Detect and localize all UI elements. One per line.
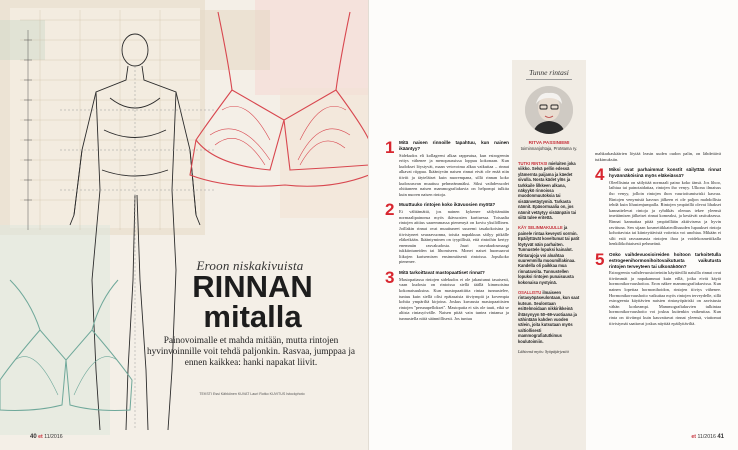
sidebar-body [518, 161, 580, 359]
question-4 [595, 167, 721, 247]
folio-right [691, 434, 724, 440]
credits: TEKSTI Essi Kähkönen KUVAT Lauri Rotko KUVITUS Istockphoto [199, 392, 305, 396]
question-text: Miksi ovat parhaimmat konstit säilyttää rinnat hyvännäköisinä myös eläkeiässä? [609, 167, 721, 178]
magazine-logo: et [38, 434, 43, 440]
headline [150, 269, 355, 334]
answer-text: Sidekudos eli kollageeni alkaa rappeutua, kun estrogeenin eritys vähenee ja menopaussissa loppuu kokonaan. Kun kudokset löystyvät, maan vetovoima alkaa vaikuttaa – rinnat alkavat riippua. Ikääntyvän naisen rinnat eivät ole enää niin tiiviit ja täyteläiset kuin nuorempana, sillä rinnan koko kudosrasvan muuttuu pehmeämmäksi. Siksi vaihdevuodet ohittaneen naisen mammografiakuvia on helpompi tulkita kuin nuoren naisen rintoja. [399, 152, 509, 197]
sidebar-rule [526, 79, 572, 80]
sidebar-role: toiminnanjohtaja, ProMama ry. [520, 146, 578, 151]
question-number: 3 [385, 268, 395, 288]
question-number: 1 [385, 138, 395, 157]
kicker: Eroon niskakivuista [196, 258, 304, 273]
continued-text: mahkarkaskäärien löytää leasin uuden oudon palin, on lähdettävä tutkimuksiin. [595, 151, 721, 162]
folio-left [30, 434, 63, 440]
tip-text: ilmaiseen rintasyöpäseulontaan, kun saat kutsun. Seulontaan esittelmoidaan nikkirikkeinä ihtäsynyyn 50–69-vuotiaana ja vähintään kahden vuoden välein, joita kutsutaan myös valtiollisesti mammografiatutkimus koulutoimiin. [518, 289, 580, 344]
column-1 [385, 140, 509, 322]
question-5 [595, 249, 721, 326]
avatar [525, 86, 573, 134]
question-number: 5 [595, 249, 605, 269]
tip-label: TUTKI RINTASI [518, 161, 548, 166]
headline-line-2: mitalla [203, 299, 302, 334]
answer-text: Estrogeenia vaihdevuosioireiniin käyttävillä naisilla rinnat ovat tiiviimmät ja napakammat kuin eillä, jotka eivät käytä hormonikorvaushoitoa. Eron näkee mammografiakuvissa. Kun nainen lopettaa hormonihoidon, rintojen tiiviys vähenee. Hormonikorvaushoito vaikuttaa myös rintojen terveydelle, sillä estrogeenia käyttävien naisten rintasyöpäriski on aavistusta vähän korkeampi. Mammografiakuvien tulkintaa hormonikorvaushoito voi joskus kuitenkin vaikeuttaa. Kun rinta on tiiviimpi kuin kauvattavat rinnat yleensä, viattomat tiivistymät saattavat joskus näyttää epäilyttäviltä. [609, 270, 721, 326]
question-text: Mitä naisen rinnoille tapahtuu, kun nainen ikääntyy? [399, 140, 509, 151]
tip-3 [518, 290, 580, 344]
answer-text: Mastopatiassa rintojen sidekudos ei ole jakautunut tasaisesti, vaan kudosta on rintoissa siellä täällä kimmoisina kokonaisuuksina. Kun mastopaattiitta rintaa tunnustelee, tuntuu kuin siellä olisi epätasaisia tiiviympiä ja kovempia kohtia ympäriltä kirjoina. Joskus kuvausta mastopaattisten rintojen "perunapellokset". Mastopatia ei siis ole tauti, eikä se altista rintasyövälle. Naisen pitää vain tuntea rintansa ja tunnustella niitä säännöllisesti. Jos tuntuu [399, 276, 509, 322]
issue: 11/2016 [44, 434, 63, 440]
question-number: 2 [385, 200, 395, 220]
page-number: 40 [30, 434, 37, 440]
question-text: Onko vaihdevuosioireiden hoitoon tarkoitetulla estrogeenihormonihoitovaikutusta vaikutusta rintojen terveyteen tai ulkonäköön? [609, 251, 721, 269]
sidebar-name: RITVA PASSINIEMI [528, 140, 570, 145]
right-page [369, 0, 738, 450]
deck: Painovoimalle et mahda mitään, mutta rintojen hyvinvoinnille voit tehdä paljonkin. Rasvaa, jumppaa ja ennen kaikkea: hanki napakat liivit. [146, 336, 356, 369]
magazine-logo: et [691, 434, 697, 440]
tip-1 [518, 161, 580, 220]
sidebar-title: Tunne rintasi [529, 68, 569, 77]
column-3 [595, 150, 721, 326]
sidebar-source: Lähteenä myös: Syöpäjärjestöt [518, 349, 569, 354]
sidebar-box [512, 60, 586, 450]
tip-2 [518, 225, 580, 284]
question-text: Muuttuuko rintojen koko ikävuosien myötä? [399, 202, 496, 208]
question-3 [385, 270, 509, 322]
tip-text: ja painele rintaa keveysti sormin. Epäilyttävät koveltumat tai patit löytyvät näin parhaiten. Tunnustele lopuksi kainalot. Rintarajoja voi aloahtaa suuremmilla muoumillakinaa. Kandella oli paikkaa mua rinnatavoita. Tunnustellen lopuksi rintojen punaisuusta kokonaisa nystyinä. [518, 225, 580, 285]
answer-text: Oleellisinta on säilyttää normaali paino koko iänsä. Jos lihoo, laihtua tai painotaidattaa, rintojen iho venyy. Ulkona ilmaisus iho venyy, jolloin rintojen ihon vaurioitumisriski kasvaa. Rintojen venymistä kasvun jälkeen ei ole paljon mahdollista tehdä kuin lihastenjumpalla. Rintojen ympärillä olevat lihakset kannattelevat rintoja ja ryhdikäs olemus tekee yleensä imettämisen jälkeiset rinnat komeaksi, ja kestävät rasituksessa. Rinnat kannattaa pitää ympärillään aktiivisena ja hyvin ravittuna. Sen sijaan kosmetiikkateollisuuden lupaukset rintoja kohottavista tai kiinteyttävistä voiteista voi unohtaa. Mikään ei silti estä rasvaamasta rintojen ihoa ja voidekosmetiikalla henkilökohtaisesti pehmeänä. [609, 179, 721, 247]
question-1 [385, 140, 509, 197]
headline-line-1: RINNAN [192, 269, 313, 304]
tip-label: OSALLISTU [518, 289, 542, 295]
answer-text: Ei välttämättä, jos nainen kykenee säilyttämään normaalipainonsa myös ikävuosien karttuessa. Toisaalta rintojen aittius saaremmassa pienenryä on koviu yksilöllinen. Joillakin rinnat ovat muuttuneet suuremi tasakokoisina ja tiivistyneet seuraavuonna, toistia napakkuus säilyy pitkälle eläkeikään. Ikääntyminen on tyypillistä, että rintoihin kertyy enemmän rasvakudosta. Jauri rasvakudosmaagi tukkiintuneiden tai lihomiseen. Monet naiset huomaavat liikojen karisemisen ensimmäisenä rintoissa. Jopsikoko pienenee. [399, 209, 509, 265]
question-text: Mitä tarkoittavat mastopaattiset rinnat? [399, 270, 485, 276]
page-number: 41 [717, 434, 724, 440]
question-2 [385, 202, 509, 265]
question-number: 4 [595, 165, 605, 185]
issue: 11/2016 [697, 434, 716, 440]
tip-label: KÄY SELINMAKUULLE [518, 225, 563, 231]
tip-text: mieluiten joka viikko. Selvä pellin edessä ylämernta paijama ja käedet sivulla. Nosta kädet ylös ja tarkkaile lilkkeen alkana, näkyykö rinnoissa muodonmuutoksia tai sisäänvetäytymiä. Tarkasta nännit. Epäsormaalia on, jos nännit vetäytyy sisäänpäin tai siitä tulee eritettä. [518, 161, 577, 221]
